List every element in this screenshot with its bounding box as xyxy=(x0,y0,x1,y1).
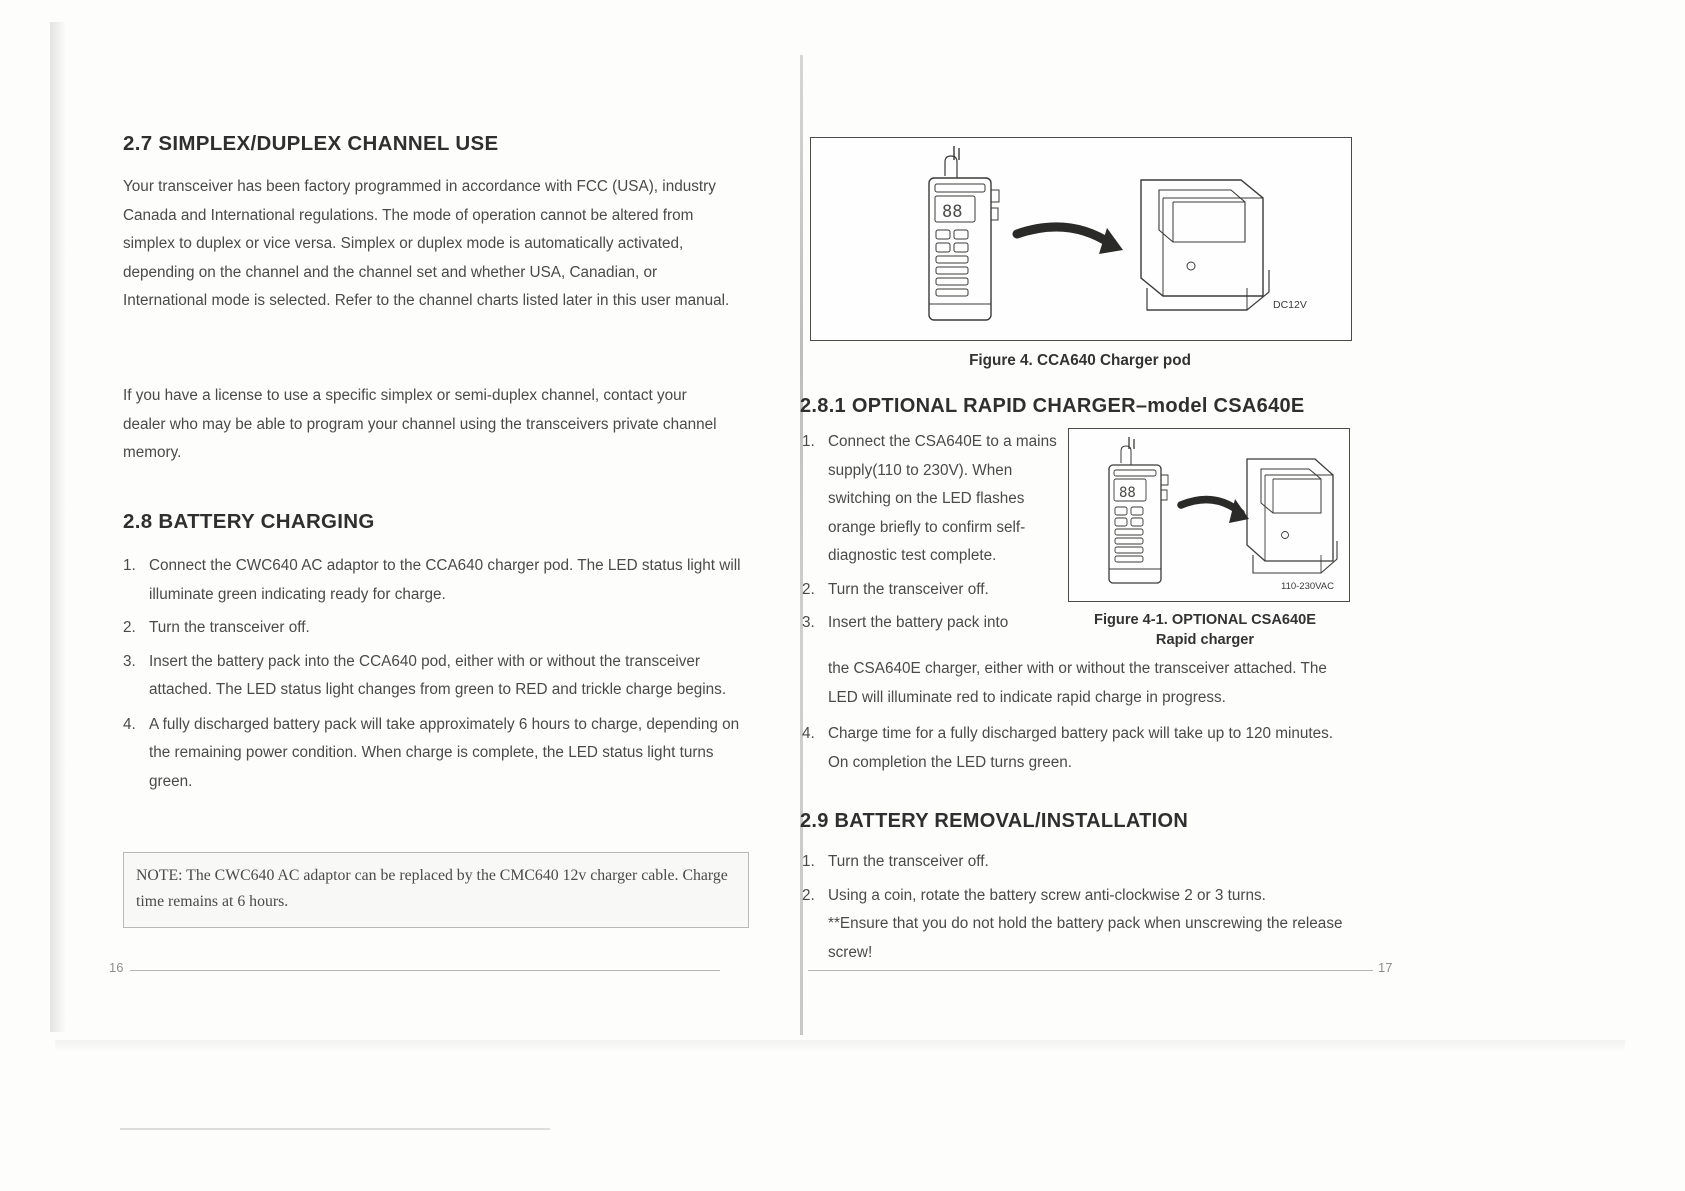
list-item xyxy=(802,428,1067,571)
list-item-text: Turn the transceiver off. xyxy=(828,580,989,598)
list-item-text: Insert the battery pack into xyxy=(828,614,1009,631)
figure-4-1-ac-label: 110-230VAC xyxy=(1281,581,1334,592)
list-item xyxy=(123,711,743,797)
section-2-8-1-step-4 xyxy=(802,720,1347,777)
figure-4-1-caption-line-2: Rapid charger xyxy=(1155,632,1255,648)
figure-4-dc-label: DC12V xyxy=(1273,299,1307,311)
list-item-number: 1. xyxy=(123,557,136,574)
page-number-right: 17 xyxy=(1378,960,1393,975)
footer-rule xyxy=(130,970,720,971)
list-item-text: A fully discharged battery pack will take approximately 6 hours to charge, depending on the remaining power condition. When charge is complete, the LED status light turns green. xyxy=(149,715,740,790)
list-item-number: 2. xyxy=(123,619,136,636)
note-text: NOTE: The CWC640 AC adaptor can be replaced by the CMC640 12v charger cable. Charge time remains at 6 hours. xyxy=(136,867,728,910)
figure-4-illustration xyxy=(810,137,1352,341)
list-item xyxy=(123,648,743,705)
battery-warning-text: **Ensure that you do not hold the battery pack when unscrewing the release screw! xyxy=(828,915,1343,961)
rapid-charger-drawing xyxy=(1069,429,1349,601)
step-3-continuation-text: the CSA640E charger, either with or without the transceiver attached. The LED will illuminate red to indicate rapid charge in progress. xyxy=(828,660,1327,706)
list-item-number: 2. xyxy=(802,886,815,904)
figure-4-1-caption-line-1: Figure 4-1. OPTIONAL CSA640E xyxy=(1094,612,1316,628)
svg-text:88: 88 xyxy=(1119,485,1136,501)
list-item xyxy=(123,552,743,609)
list-item-text: Turn the transceiver off. xyxy=(149,619,310,636)
section-2-8-1-step-list-bottom xyxy=(802,655,1347,782)
right-page xyxy=(800,0,1560,1191)
list-item-text: Connect the CWC640 AC adaptor to the CCA640 charger pod. The LED status light will illuminate green indicating ready for charge. xyxy=(149,557,741,603)
figure-4-1-caption xyxy=(1055,610,1355,650)
list-item-number: 4. xyxy=(802,725,815,742)
section-title-2-9: 2.9 BATTERY REMOVAL/INSTALLATION xyxy=(800,810,1189,832)
section-2-8-1-step-list-top xyxy=(802,428,1067,643)
list-item xyxy=(123,614,743,643)
list-item-number: 1. xyxy=(802,433,815,450)
footer-rule xyxy=(808,970,1373,971)
list-item xyxy=(802,576,1067,605)
list-item-number: 3. xyxy=(123,652,136,670)
list-item-text: Connect the CSA640E to a mains supply(110 to 230V). When switching on the LED flashes orange briefly to confirm self-diagnostic test complete. xyxy=(828,433,1057,564)
list-item-text: Insert the battery pack into the CCA640 pod, either with or without the transceiver attached. The LED status light changes from green to RED and trickle charge begins. xyxy=(149,652,727,698)
section-2-7-paragraph-2: If you have a license to use a specific simplex or semi-duplex channel, contact your dealer who may be able to program your channel using the transceivers private channel memory. xyxy=(123,387,717,461)
list-item xyxy=(802,609,1067,638)
list-item-number: 3. xyxy=(802,614,815,631)
section-2-8-step-list xyxy=(123,552,743,801)
list-item xyxy=(802,720,1347,777)
list-item-text: Turn the transceiver off. xyxy=(828,853,989,870)
list-item xyxy=(802,882,1362,968)
left-page xyxy=(60,0,820,1191)
list-item-number: 4. xyxy=(123,715,136,733)
list-item-number: 1. xyxy=(802,853,815,870)
figure-4-caption: Figure 4. CCA640 Charger pod xyxy=(969,352,1191,369)
note-callout-box xyxy=(123,852,749,928)
section-2-7-paragraph-1: Your transceiver has been factory programmed in accordance with FCC (USA), industry Canada and International regulations. The mode of operation cannot be altered from simplex to duplex or vice versa. Simplex or duplex mode is automatically activated, depending on the channel and the channel set and whether USA, Canadian, or International mode is selected. Refer to the channel charts listed later in this user manual. xyxy=(123,178,730,309)
section-2-9-step-list xyxy=(802,848,1362,972)
charger-pod-drawing xyxy=(811,138,1351,340)
list-item-text: Charge time for a fully discharged battery pack will take up to 120 minutes. On completion the LED turns green. xyxy=(828,725,1334,771)
list-item-number: 2. xyxy=(802,580,815,598)
svg-text:88: 88 xyxy=(942,202,963,222)
section-title-2-8: 2.8 BATTERY CHARGING xyxy=(123,510,375,533)
list-item xyxy=(802,848,1362,877)
list-item-text: Using a coin, rotate the battery screw anti-clockwise 2 or 3 turns. xyxy=(828,886,1266,904)
section-title-2-7: 2.7 SIMPLEX/DUPLEX CHANNEL USE xyxy=(123,132,499,155)
section-title-2-8-1: 2.8.1 OPTIONAL RAPID CHARGER–model CSA640E xyxy=(800,395,1305,417)
figure-4-1-illustration xyxy=(1068,428,1350,602)
page-number-left: 16 xyxy=(109,960,124,975)
